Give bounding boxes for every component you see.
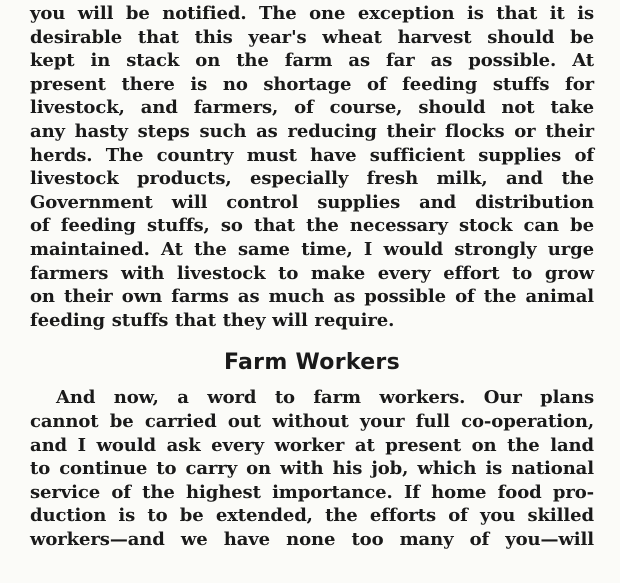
paragraph-2 [30,386,594,551]
text-line: cannot be carried out without your full co-operation, [30,410,594,432]
text-line: And now, a word to farm workers. Our plans [56,387,594,409]
text-line: livestock, and farmers, of course, should not take [30,97,594,119]
text-line: and I would ask every worker at present on the land [30,434,594,456]
text-line: service of the highest importance. If home food pro- [30,481,594,503]
text-line: maintained. At the same time, I would strongly urge [30,238,594,260]
text-line: workers—and we have none too many of you—will [30,528,594,550]
text-line: on their own farms as much as possible of the animal [30,286,594,308]
text-line: kept in stack on the farm as far as possible. At [30,50,594,72]
section-heading: Farm Workers [224,350,400,376]
text-line: farmers with livestock to make every effort to grow [30,262,594,284]
text-line: feeding stuffs that they will require. [30,309,395,331]
text-line: duction is to be extended, the efforts of you skilled [30,505,594,527]
text-line: any hasty steps such as reducing their flocks or their [30,120,594,142]
text-line: Government will control supplies and distribution [30,191,594,213]
paragraph-1 [30,2,594,332]
text-line: herds. The country must have sufficient supplies of [30,144,594,166]
text-line: desirable that this year's wheat harvest should be [30,26,594,48]
text-line: to continue to carry on with his job, which is national [30,458,594,480]
text-line: you will be notified. The one exception is that it is [30,3,594,24]
text-line: of feeding stuffs, so that the necessary stock can be [30,215,594,237]
text-line: present there is no shortage of feeding stuffs for [30,73,594,95]
text-line: livestock products, especially fresh milk, and the [30,168,594,190]
